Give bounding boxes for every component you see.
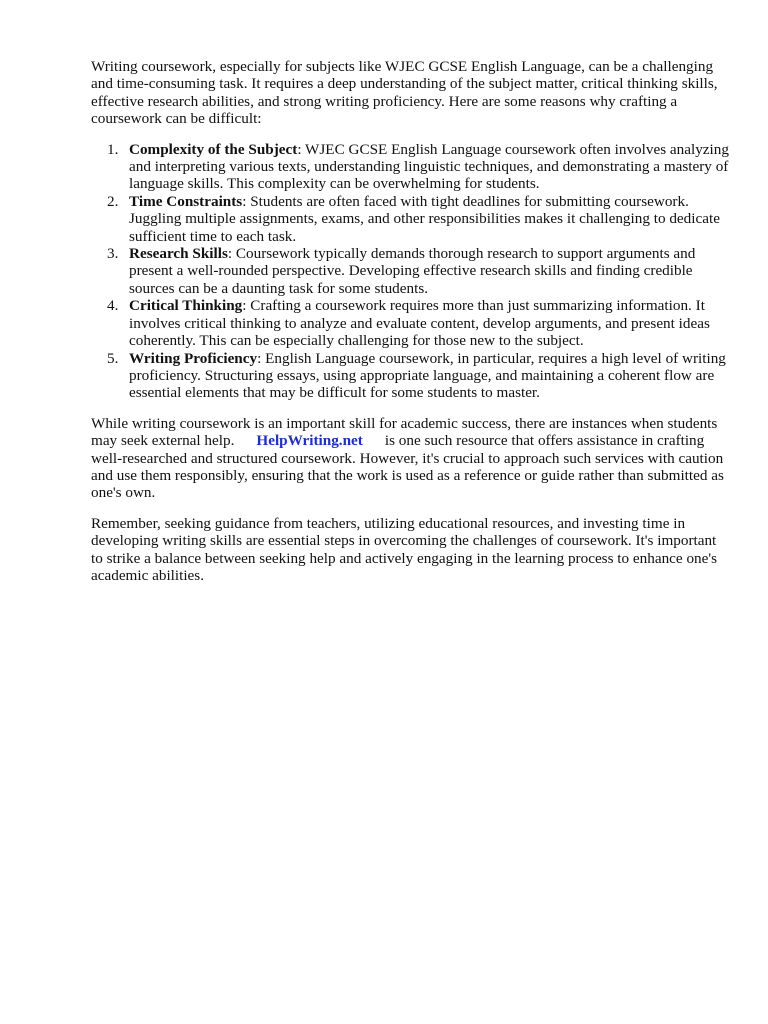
list-item-term: Research Skills: [129, 245, 228, 263]
list-item-number: 5.: [107, 349, 119, 367]
list-item-number: 4.: [107, 297, 119, 315]
list-item: [107, 297, 731, 350]
list-item-text: : Students are often faced with tight deadlines for submitting coursework. Juggling multiple assignments, exams, and other responsibilities makes it challenging to dedicate sufficient time to each task.: [129, 192, 720, 245]
help-paragraph-after: is one such resource that offers assistance in crafting well-researched and structured coursework. However, it's crucial to approach such services with caution and use them responsibly, ensuring that the work is used as a reference or guide rather than submitted as one's own.: [91, 432, 724, 502]
list-item-term: Writing Proficiency: [129, 349, 258, 367]
list-item: [107, 192, 731, 245]
list-item-term: Critical Thinking: [129, 297, 243, 315]
help-paragraph-before: While writing coursework is an important skill for academic success, there are instances when students may seek external help.: [91, 414, 718, 450]
list-item: [107, 245, 731, 297]
document-page: [91, 58, 731, 597]
list-item-term: Time Constraints: [129, 192, 243, 210]
intro-paragraph: Writing coursework, especially for subjects like WJEC GCSE English Language, can be a challenging and time-consuming task. It requires a deep understanding of the subject matter, critical thinking skills, effective research abilities, and strong writing proficiency. Here are some reasons why crafting a coursework can be difficult:: [91, 58, 718, 128]
list-item-text: : Crafting a coursework requires more than just summarizing information. It involves critical thinking to analyze and evaluate content, develop arguments, and present ideas coherently. This can be especially challenging for those new to the subject.: [129, 297, 710, 350]
reasons-list: [91, 141, 731, 402]
helpwriting-link[interactable]: HelpWriting.net: [256, 432, 363, 450]
list-item: [107, 140, 731, 193]
help-paragraph: [91, 415, 731, 502]
list-item-text: : English Language coursework, in particular, requires a high level of writing proficiency. Structuring essays, using appropriate language, and maintaining a coherent flow are essential elements that may be difficult for some students to master.: [129, 349, 726, 402]
list-item-number: 3.: [107, 245, 119, 263]
list-item: [107, 349, 731, 402]
list-item-text: : WJEC GCSE English Language coursework often involves analyzing and interpreting various texts, understanding linguistic techniques, and demonstrating a mastery of language skills. This complexity can be overwhelming for students.: [129, 140, 729, 193]
list-item-number: 2.: [107, 192, 119, 210]
list-item-text: : Coursework typically demands thorough research to support arguments and present a well-rounded perspective. Developing effective research skills and finding credible sources can be a daunting task for some students.: [129, 245, 696, 297]
list-item-term: Complexity of the Subject: [129, 140, 298, 158]
list-item-number: 1.: [107, 140, 119, 158]
closing-paragraph: Remember, seeking guidance from teachers, utilizing educational resources, and investing time in developing writing skills are essential steps in overcoming the challenges of coursework. It's important to strike a balance between seeking help and actively engaging in the learning process to enhance one's academic abilities.: [91, 514, 718, 584]
